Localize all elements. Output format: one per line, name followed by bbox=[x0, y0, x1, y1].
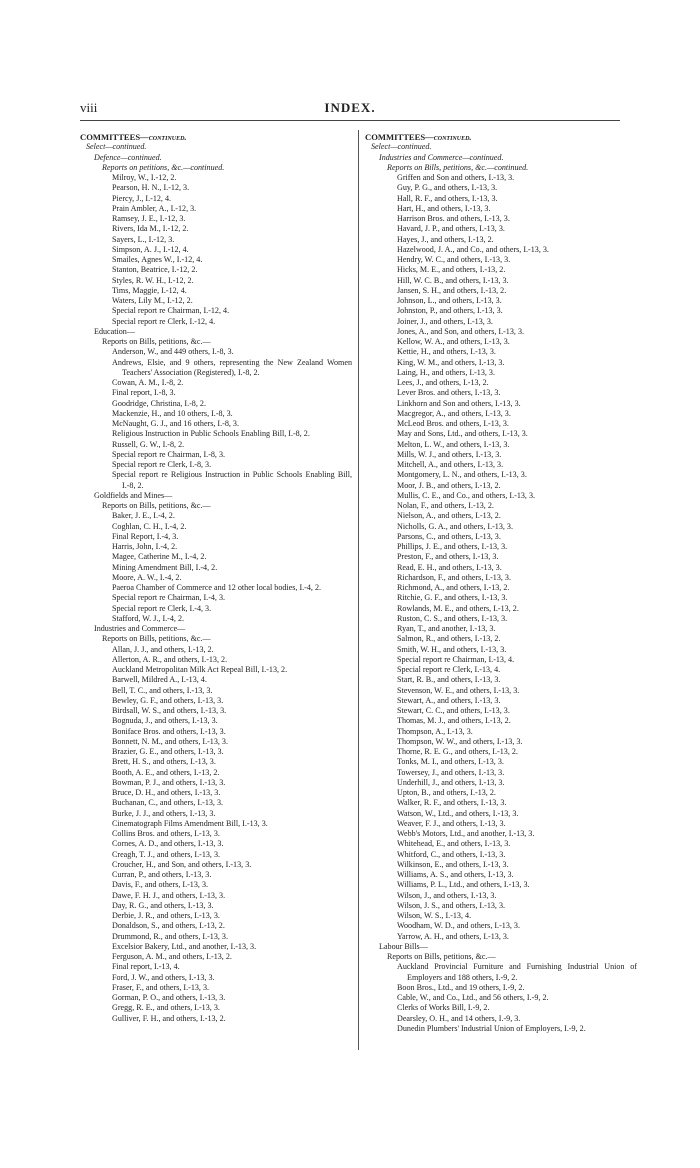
index-entry: Special report re Clerk, I.-4, 3. bbox=[112, 603, 212, 613]
index-entry: Mackenzie, H., and 10 others, I.-8, 3. bbox=[112, 408, 233, 418]
index-entry: Allerton, A. R., and others, I.-13, 2. bbox=[112, 654, 228, 664]
index-entry: Magee, Catherine M., I.-4, 2. bbox=[112, 552, 207, 562]
index-entry: Bognuda, J., and others, I.-13, 3. bbox=[112, 716, 218, 726]
index-entry: Ritchie, G. F., and others, I.-13, 3. bbox=[397, 593, 508, 603]
index-entry: Brazier, G. E., and others, I.-13, 3. bbox=[112, 747, 224, 756]
index-entry: McNaught, G. J., and 16 others, I.-8, 3. bbox=[112, 419, 240, 428]
entry-list-education bbox=[80, 347, 352, 491]
index-entry: Read, E. H., and others, I.-13, 3. bbox=[397, 562, 502, 572]
index-entry: Burke, J. J., and others, I.-13, 3. bbox=[112, 808, 216, 818]
index-entry: Laing, H., and others, I.-13, 3. bbox=[397, 367, 496, 377]
index-entry: Bonnett, N. M., and others, I.-13, 3. bbox=[112, 736, 228, 746]
index-entry: Richardson, F., and others, I.-13, 3. bbox=[397, 572, 511, 582]
index-entry: May and Sons, Ltd., and others, I.-13, 3. bbox=[397, 429, 528, 439]
index-entry: Paeroa Chamber of Commerce and 12 other local bodies, I.-4, 2. bbox=[112, 583, 322, 592]
index-entry: Weaver, F. J., and others, I.-13, 3. bbox=[397, 818, 506, 828]
index-entry: Day, R. G., and others, I.-13, 3. bbox=[112, 900, 214, 910]
subheading-industries: Industries and Commerce—continued. bbox=[379, 152, 504, 162]
index-entry: Tims, Maggie, I.-12, 4. bbox=[112, 285, 187, 295]
entry-list-goldfields bbox=[80, 511, 352, 624]
index-entry: Hill, W. C. B., and others, I.-13, 3. bbox=[397, 275, 509, 285]
index-entry: Special report re Chairman, I.-8, 3. bbox=[112, 449, 226, 459]
index-entry: Bell, T. C., and others, I.-13, 3. bbox=[112, 685, 213, 695]
index-entry: Phillips, J. E., and others, I.-13, 3. bbox=[397, 542, 508, 551]
index-entry: Hazelwood, J. A., and Co., and others, I.-13, 3. bbox=[397, 244, 549, 254]
index-entry: Thompson, W. W., and others, I.-13, 3. bbox=[397, 736, 523, 746]
index-entry: Bewley, G. F., and others, I.-13, 3. bbox=[112, 695, 224, 705]
index-entry: Pearson, H. N., I.-12, 3. bbox=[112, 183, 190, 193]
index-entry: King, W. M., and others, I.-13, 3. bbox=[397, 357, 505, 367]
index-entry: Sayers, L., I.-12, 3. bbox=[112, 234, 175, 244]
index-entry: Richmond, A., and others, I.-13, 2. bbox=[397, 583, 510, 592]
index-entry: Final Report, I.-4, 3. bbox=[112, 531, 179, 541]
index-entry: Davis, F., and others, I.-13, 3. bbox=[112, 880, 209, 890]
index-entry: Dawe, F. H. J., and others, I.-13, 3. bbox=[112, 890, 226, 900]
index-entry: Whitford, C., and others, I.-13, 3. bbox=[397, 849, 506, 859]
index-entry: Johnson, L., and others, I.-13, 3. bbox=[397, 296, 502, 305]
index-entry: Preston, F., and others, I.-13, 3. bbox=[397, 552, 499, 562]
index-entry: Mitchell, A., and others, I.-13, 3. bbox=[397, 460, 504, 469]
index-entry: Cable, W., and Co., Ltd., and 56 others, I.-9, 2. bbox=[397, 993, 549, 1002]
index-entry: McLeod Bros. and others, I.-13, 3. bbox=[397, 419, 509, 428]
index-entry: Booth, A. E., and others, I.-13, 2. bbox=[112, 767, 220, 777]
index-entry: Mullis, C. E., and Co., and others, I.-13, 3. bbox=[397, 490, 536, 500]
index-entry: Ruston, C. S., and others, I.-13, 3. bbox=[397, 613, 508, 623]
index-entry: Auckland Provincial Furniture and Furnishing Industrial Union of Employers and 188 others, I.-9, 2. bbox=[397, 962, 637, 982]
subheading-reports: Reports on Bills, petitions, &c.— bbox=[102, 337, 211, 346]
index-entry: Wilson, J., and others, I.-13, 3. bbox=[397, 890, 497, 900]
index-entry: Melton, L. W., and others, I.-13, 3. bbox=[397, 439, 510, 449]
index-entry: Guy, P. G., and others, I.-13, 3. bbox=[397, 183, 498, 193]
index-entry: Bruce, D. H., and others, I.-13, 3. bbox=[112, 788, 221, 797]
index-entry: Clerks of Works Bill, I.-9, 2. bbox=[397, 1003, 490, 1013]
index-entry: Underhill, J., and others, I.-13, 3. bbox=[397, 777, 505, 787]
index-entry: Gorman, P. O., and others, I.-13, 3. bbox=[112, 993, 226, 1002]
index-entry: Thorne, R. E. G., and others, I.-13, 2. bbox=[397, 747, 518, 756]
index-entry: Hayes, J., and others, I.-13, 2. bbox=[397, 234, 494, 244]
subheading-labour: Labour Bills— bbox=[379, 941, 428, 951]
index-entry: Brett, H. S., and others, I.-13, 3. bbox=[112, 757, 216, 767]
subheading-reports: Reports on petitions, &c.—continued. bbox=[102, 162, 225, 172]
index-entry: Gregg, R. E., and others, I.-13, 3. bbox=[112, 1003, 220, 1013]
index-entry: Anderson, W., and 449 others, I.-8, 3. bbox=[112, 347, 234, 357]
index-entry: Goodridge, Christina, I.-8, 2. bbox=[112, 398, 206, 408]
index-entry: Creagh, T. J., and others, I.-13, 3. bbox=[112, 849, 221, 859]
index-entry: Rowlands, M. E., and others, I.-13, 2. bbox=[397, 603, 519, 613]
entry-list-labour bbox=[365, 962, 637, 1034]
index-entry: Milroy, W., I.-12, 2. bbox=[112, 173, 177, 182]
index-entry: Special report re Chairman, I.-12, 4. bbox=[112, 306, 230, 316]
index-entry: Stevenson, W. E., and others, I.-13, 3. bbox=[397, 685, 520, 695]
index-entry: Start, R. B., and others, I.-13, 3. bbox=[397, 675, 501, 685]
index-entry: Ramsey, J. E., I.-12, 3. bbox=[112, 214, 186, 223]
index-entry: Hall, R. F., and others, I.-13, 3. bbox=[397, 193, 498, 203]
entry-list-defence bbox=[80, 173, 352, 327]
index-entry: Special report re Clerk, I.-12, 4. bbox=[112, 316, 216, 326]
subheading-education: Education— bbox=[94, 326, 135, 336]
index-entry: Ford, J. W., and others, I.-13, 3. bbox=[112, 972, 215, 982]
index-entry: Hicks, M. E., and others, I.-13, 2. bbox=[397, 265, 506, 275]
index-entry: Special report re Chairman, I.-4, 3. bbox=[112, 593, 226, 603]
index-entry: Bowman, P. J., and others, I.-13, 3. bbox=[112, 777, 226, 787]
index-entry: Auckland Metropolitan Milk Act Repeal Bill, I.-13, 2. bbox=[112, 665, 288, 674]
index-entry: Wilkinson, E., and others, I.-13, 3. bbox=[397, 859, 509, 869]
index-entry: Parsons, C., and others, I.-13, 3. bbox=[397, 531, 501, 541]
index-entry: Nicholls, G. A., and others, I.-13, 3. bbox=[397, 521, 513, 531]
index-entry: Linkhorn and Son and others, I.-13, 3. bbox=[397, 398, 521, 408]
index-entry: Hart, H., and others, I.-13, 3. bbox=[397, 203, 491, 213]
index-entry: Stafford, W. J., I.-4, 2. bbox=[112, 613, 185, 623]
index-entry: Cowan, A. M., I.-8, 2. bbox=[112, 378, 184, 387]
index-entry: Lever Bros. and others, I.-13, 3. bbox=[397, 388, 501, 398]
index-entry: Barwell, Mildred A., I.-13, 4. bbox=[112, 675, 207, 685]
index-entry: Yarrow, A. H., and others, I.-13, 3. bbox=[397, 931, 509, 941]
index-entry: Macgregor, A., and others, I.-13, 3. bbox=[397, 408, 511, 418]
index-entry: Dunedin Plumbers' Industrial Union of Employers, I.-9, 2. bbox=[397, 1023, 586, 1033]
column-divider bbox=[358, 130, 359, 1050]
index-entry: Havard, J. P., and others, I.-13, 3. bbox=[397, 224, 505, 234]
section-heading: COMMITTEES—continued. bbox=[80, 132, 187, 142]
subheading-select: Select—continued. bbox=[371, 142, 432, 152]
index-entry: Special report re Clerk, I.-13, 4. bbox=[397, 665, 501, 674]
page-title: INDEX. bbox=[324, 100, 376, 115]
index-entry: Stewart, A., and others, I.-13, 3. bbox=[397, 695, 501, 705]
page-header bbox=[80, 100, 620, 118]
index-entry: Moore, A. W., I.-4, 2. bbox=[112, 572, 182, 582]
index-entry: Boon Bros., Ltd., and 19 others, I.-9, 2. bbox=[397, 982, 525, 992]
index-entry: Cornes, A. D., and others, I.-13, 3. bbox=[112, 839, 224, 849]
entry-list-industries bbox=[365, 173, 637, 942]
index-entry: Thomas, M. J., and others, I.-13, 2. bbox=[397, 716, 511, 726]
index-entry: Boniface Bros. and others, I.-13, 3. bbox=[112, 726, 226, 736]
index-entry: Fraser, F., and others, I.-13, 3. bbox=[112, 982, 210, 992]
index-entry: Harris, John, I.-4, 2. bbox=[112, 542, 178, 551]
index-entry: Collins Bros. and others, I.-13, 3. bbox=[112, 829, 220, 838]
index-entry: Styles, R. W. H., I.-12, 2. bbox=[112, 275, 194, 285]
index-entry: Smith, W. H., and others, I.-13, 3. bbox=[397, 644, 507, 654]
index-entry: Mills, W. J., and others, I.-13, 3. bbox=[397, 449, 502, 459]
index-entry: Tonks, M. I., and others, I.-13, 3. bbox=[397, 757, 504, 767]
index-entry: Lees, J., and others, I.-13, 2. bbox=[397, 378, 489, 387]
index-entry: Watson, W., Ltd., and others, I.-13, 3. bbox=[397, 808, 519, 818]
index-entry: Buchanan, C., and others, I.-13, 3. bbox=[112, 798, 224, 808]
index-entry: Mining Amendment Bill, I.-4, 2. bbox=[112, 562, 218, 572]
left-column bbox=[80, 132, 352, 1024]
index-entry: Simpson, A. J., I.-12, 4. bbox=[112, 244, 189, 254]
index-entry: Final report, I.-8, 3. bbox=[112, 388, 176, 398]
index-entry: Derbie, J. R., and others, I.-13, 3. bbox=[112, 911, 220, 920]
index-entry: Piercy, J., I.-12, 4. bbox=[112, 193, 172, 203]
index-entry: Russell, G. W., I.-8, 2. bbox=[112, 439, 185, 449]
index-entry: Kettie, H., and others, I.-13, 3. bbox=[397, 347, 496, 357]
index-entry: Nolan, F., and others, I.-13, 2. bbox=[397, 501, 494, 510]
index-entry: Moor, J. B., and others, I.-13, 2. bbox=[397, 480, 501, 490]
index-entry: Jansen, S. H., and others, I.-13, 2. bbox=[397, 285, 507, 295]
index-entry: Allan, J. J., and others, I.-13, 2. bbox=[112, 644, 214, 654]
index-entry: Thompson, A., I.-13, 3. bbox=[397, 726, 473, 736]
index-entry: Coghlan, C. H., I.-4, 2. bbox=[112, 521, 187, 531]
subheading-reports: Reports on Bills, petitions, &c.— bbox=[102, 501, 211, 510]
index-entry: Walker, R. F., and others, I.-13, 3. bbox=[397, 798, 507, 808]
subheading-defence: Defence—continued. bbox=[94, 152, 162, 162]
index-entry: Wilson, W. S., I.-13, 4. bbox=[397, 911, 472, 920]
index-entry: Hendry, W. C., and others, I.-13, 3. bbox=[397, 255, 511, 264]
index-entry: Montgomery, L. N., and others, I.-13, 3. bbox=[397, 470, 527, 480]
index-entry: Birdsall, W. S., and others, I.-13, 3. bbox=[112, 706, 227, 715]
header-rule bbox=[80, 120, 620, 121]
index-entry: Williams, P. L., Ltd., and others, I.-13, 3. bbox=[397, 880, 530, 890]
index-entry: Harrison Bros. and others, I.-13, 3. bbox=[397, 214, 510, 223]
index-entry: Ryan, T., and another, I.-13, 3. bbox=[397, 624, 496, 633]
index-entry: Webb's Motors, Ltd., and another, I.-13, 3. bbox=[397, 829, 535, 838]
index-entry: Special report re Chairman, I.-13, 4. bbox=[397, 654, 515, 664]
index-entry: Smailes, Agnes W., I.-12, 4. bbox=[112, 255, 203, 264]
index-entry: Stewart, C. C., and others, I.-13, 3. bbox=[397, 706, 510, 715]
section-heading: COMMITTEES—continued. bbox=[365, 132, 472, 142]
index-entry: Cinematograph Films Amendment Bill, I.-13, 3. bbox=[112, 818, 268, 828]
index-entry: Rivers, Ida M., I.-12, 2. bbox=[112, 224, 189, 234]
index-entry: Special report re Clerk, I.-8, 3. bbox=[112, 460, 212, 469]
index-entry: Special report re Religious Instruction in Public Schools Enabling Bill, I.-8, 2. bbox=[112, 470, 352, 490]
index-entry: Williams, A. S., and others, I.-13, 3. bbox=[397, 870, 514, 879]
index-entry: Baker, J. E., I.-4, 2. bbox=[112, 511, 175, 521]
subheading-industries: Industries and Commerce— bbox=[94, 624, 186, 633]
index-entry: Curran, P., and others, I.-13, 3. bbox=[112, 870, 212, 879]
index-entry: Nielson, A., and others, I.-13, 2. bbox=[397, 511, 501, 521]
index-entry: Andrews, Elsie, and 9 others, representing the New Zealand Women Teachers' Association (Registered), I.-8, 2. bbox=[112, 357, 352, 377]
index-entry: Religious Instruction in Public Schools Enabling Bill, I.-8, 2. bbox=[112, 429, 310, 439]
subheading-reports: Reports on Bills, petitions, &c.— bbox=[387, 952, 496, 961]
index-entry: Final report, I.-13, 4. bbox=[112, 962, 180, 972]
subheading-reports: Reports on Bills, petitions, &c.— bbox=[102, 634, 211, 644]
index-entry: Croucher, H., and Son, and others, I.-13, 3. bbox=[112, 859, 252, 869]
index-entry: Johnston, P., and others, I.-13, 3. bbox=[397, 306, 503, 316]
subheading-goldfields: Goldfields and Mines— bbox=[94, 490, 173, 500]
index-entry: Stanton, Beatrice, I.-12, 2. bbox=[112, 265, 198, 275]
index-entry: Waters, Lily M., I.-12, 2. bbox=[112, 296, 193, 305]
right-column bbox=[365, 132, 637, 1034]
index-entry: Joiner, J., and others, I.-13, 3. bbox=[397, 316, 493, 326]
page-number: viii bbox=[80, 100, 98, 115]
index-entry: Excelsior Bakery, Ltd., and another, I.-13, 3. bbox=[112, 941, 257, 951]
index-entry: Upton, B., and others, I.-13, 2. bbox=[397, 788, 496, 797]
subheading-reports: Reports on Bills, petitions, &c.—continued. bbox=[387, 162, 529, 172]
index-entry: Donaldson, S., and others, I.-13, 2. bbox=[112, 921, 225, 931]
index-entry: Drummond, R., and others, I.-13, 3. bbox=[112, 931, 228, 941]
index-entry: Gulliver, F. H., and others, I.-13, 2. bbox=[112, 1013, 226, 1023]
index-entry: Wilson, J. S., and others, I.-13, 3. bbox=[397, 900, 506, 910]
index-entry: Kellow, W. A., and others, I.-13, 3. bbox=[397, 337, 510, 346]
index-entry: Towersey, J., and others, I.-13, 3. bbox=[397, 767, 505, 777]
index-entry: Woodham, W. D., and others, I.-13, 3. bbox=[397, 921, 520, 931]
index-entry: Ferguson, A. M., and others, I.-13, 2. bbox=[112, 952, 232, 961]
index-entry: Prain Ambler, A., I.-12, 3. bbox=[112, 203, 197, 213]
index-entry: Griffen and Son and others, I.-13, 3. bbox=[397, 173, 515, 182]
entry-list-industries bbox=[80, 645, 352, 1024]
index-entry: Salmon, R., and others, I.-13, 2. bbox=[397, 634, 501, 644]
index-entry: Jones, A., and Son, and others, I.-13, 3. bbox=[397, 326, 525, 336]
subheading-select: Select—continued. bbox=[86, 142, 147, 152]
index-entry: Dearsley, O. H., and 14 others, I.-9, 3. bbox=[397, 1013, 521, 1023]
index-entry: Whitehead, E., and others, I.-13, 3. bbox=[397, 839, 511, 849]
